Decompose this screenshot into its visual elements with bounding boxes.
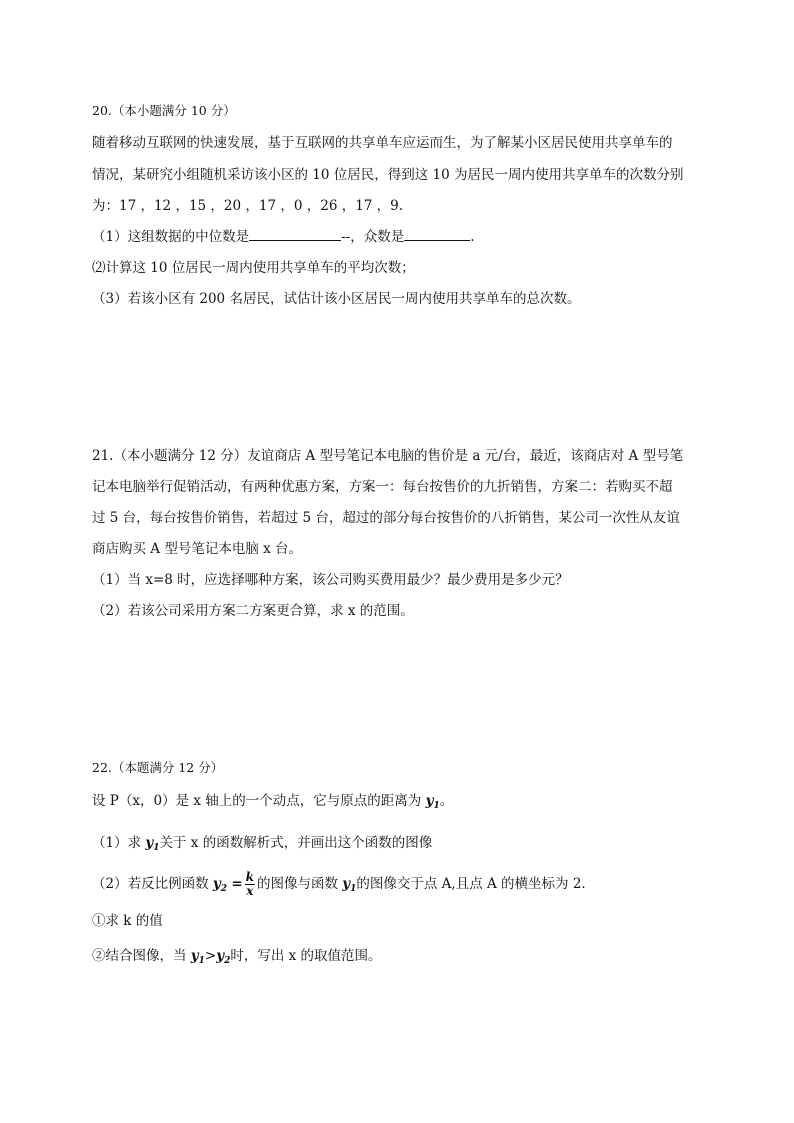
q22-part-1: ①求 k 的值	[92, 913, 163, 929]
y1-symbol: $y_1$	[425, 793, 440, 811]
greater-than-sign: >	[204, 948, 217, 964]
q20-paragraph-line-2: 情况，某研究小组随机采访该小区的 10 位居民，得到这 10 为居民一周内使用共享单车的次数分别	[92, 167, 684, 183]
q21-paragraph-line-4: 商店购买 A 型号笔记本电脑 x 台。	[92, 541, 303, 557]
equals-sign: =	[231, 876, 243, 892]
q22-s2-suffix: 的图像交于点 A,且点 A 的横坐标为 2.	[356, 876, 586, 892]
q20-s1-prefix: （1）这组数据的中位数是	[92, 229, 250, 245]
q22-c2-suffix: 时，写出 x 的取值范围。	[230, 948, 382, 964]
q22-c2-prefix: ②结合图像，当	[92, 948, 187, 964]
q20-data-line: 为：17 ，12 ，15 ，20 ，17 ，0 ，26 ，17 ，9.	[92, 198, 404, 214]
y1-symbol: $y_1$	[190, 948, 205, 966]
q20-subquestion-1	[92, 227, 475, 247]
y2-symbol: $y_2$	[216, 948, 231, 966]
q21-paragraph-line-2: 记本电脑举行促销活动，有两种优惠方案，方案一：每台按售价的九折销售，方案二：若购买不超	[92, 479, 673, 495]
q22-s2-middle: 的图像与函数	[256, 876, 338, 892]
q21-subquestion-2: （2）若该公司采用方案二方案更合算，求 x 的范围。	[92, 603, 414, 619]
q21-paragraph-line-3: 过 5 台，每台按售价销售，若超过 5 台，超过的部分每台按售价的八折销售，某公司一次性从友谊	[92, 510, 680, 526]
q22-p1-text: 设 P（x，0）是 x 轴上的一个动点，它与原点的距离为	[92, 793, 422, 809]
fraction-denominator: x	[246, 884, 254, 898]
q22-s2-prefix: （2）若反比例函数	[92, 876, 209, 892]
q20-heading: 20.（本小题满分 10 分）	[92, 103, 236, 118]
q20-paragraph-line-1: 随着移动互联网的快速发展，基于互联网的共享单车应运而生，为了解某小区居民使用共享单车的	[92, 135, 673, 151]
q22-subquestion-2	[92, 868, 586, 905]
q20-subquestion-2: ⑵计算这 10 位居民一周内使用共享单车的平均次数；	[92, 260, 415, 276]
y1-symbol: $y_1$	[145, 835, 160, 853]
q21-paragraph-line-1: 21.（本小题满分 12 分）友谊商店 A 型号笔记本电脑的售价是 a 元/台，最近，该商店对 A 型号笔	[92, 448, 684, 464]
q22-subquestion-1	[92, 833, 432, 858]
q20-s1-middle: --，众数是	[341, 229, 405, 245]
q22-s1-suffix: 关于 x 的函数解析式，并画出这个函数的图像	[159, 835, 433, 851]
q20-s1-suffix: .	[470, 229, 475, 245]
q21-subquestion-1: （1）当 x=8 时，应选择哪种方案，该公司购买费用最少？最少费用是多少元？	[92, 572, 569, 588]
q22-heading: 22.（本题满分 12 分）	[92, 760, 224, 775]
q22-part-2	[92, 946, 382, 971]
k-over-x-fraction	[245, 871, 255, 898]
q20-subquestion-3: （3）若该小区有 200 名居民，试估计该小区居民一周内使用共享单车的总次数。	[92, 291, 581, 307]
fraction-numerator: k	[245, 870, 254, 884]
mode-answer-blank[interactable]	[404, 227, 470, 241]
q22-s1-prefix: （1）求	[92, 835, 142, 851]
median-answer-blank[interactable]	[249, 227, 341, 241]
q22-paragraph	[92, 791, 453, 816]
y1-symbol: $y_1$	[342, 876, 357, 894]
y2-symbol: $y_2$	[212, 876, 228, 894]
q22-p1-end: 。	[439, 793, 454, 809]
